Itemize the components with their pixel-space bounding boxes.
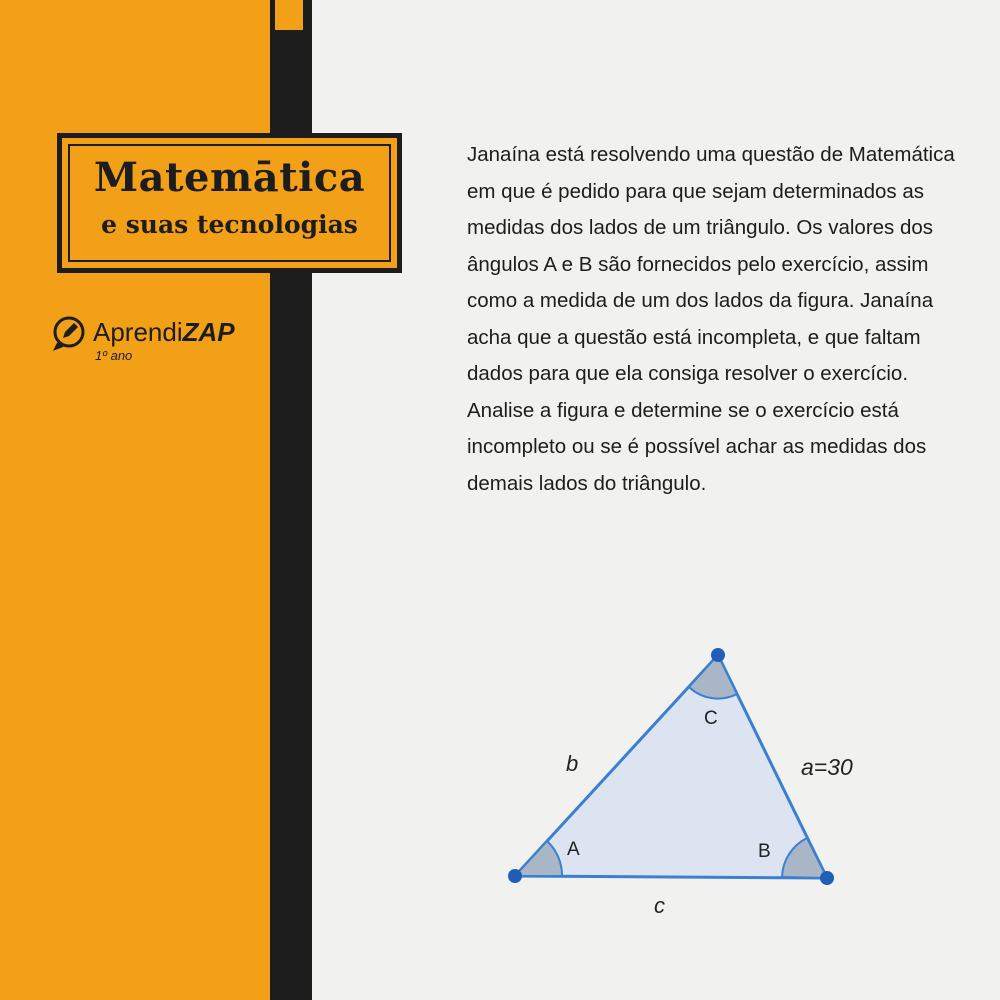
brand-name — [93, 317, 235, 348]
pencil-chat-icon — [52, 315, 88, 351]
angle-c-label: C — [704, 708, 718, 729]
grade-label: 1º ano — [95, 348, 133, 363]
vertex-b — [820, 871, 834, 885]
side-a-label: a=30 — [801, 754, 853, 780]
vertex-c — [711, 648, 725, 662]
question-text: Janaína está resolvendo uma questão de Matemática em que é pedido para que sejam determinados as medidas dos lados de um triângulo. Os valores dos ângulos A e B são fornecidos pelo exercício, assim como a medida de um dos lados da figura. Janaína acha que a questão está incompleta, e que faltam dados para que ela consiga resolver o exercício. Analise a figura e determine se o exercício está incompleto ou se é possível achar as medidas dos demais lados do triângulo. — [467, 143, 955, 495]
side-c-label: c — [654, 893, 665, 918]
subject-subtitle: e suas tecnologias — [101, 210, 358, 239]
brand-name-bold: ZAP — [182, 317, 235, 347]
triangle-shape — [515, 655, 827, 878]
triangle-figure — [490, 640, 890, 940]
subject-title-box — [57, 133, 402, 273]
angle-a-label: A — [567, 839, 580, 860]
brand-logo — [52, 315, 272, 365]
side-b-label: b — [566, 751, 579, 776]
brand-name-light: Aprendi — [93, 317, 183, 347]
vertex-a — [508, 869, 522, 883]
divider-tab — [275, 0, 303, 30]
angle-b-label: B — [758, 841, 771, 862]
subject-title: Matemātica — [93, 154, 366, 201]
